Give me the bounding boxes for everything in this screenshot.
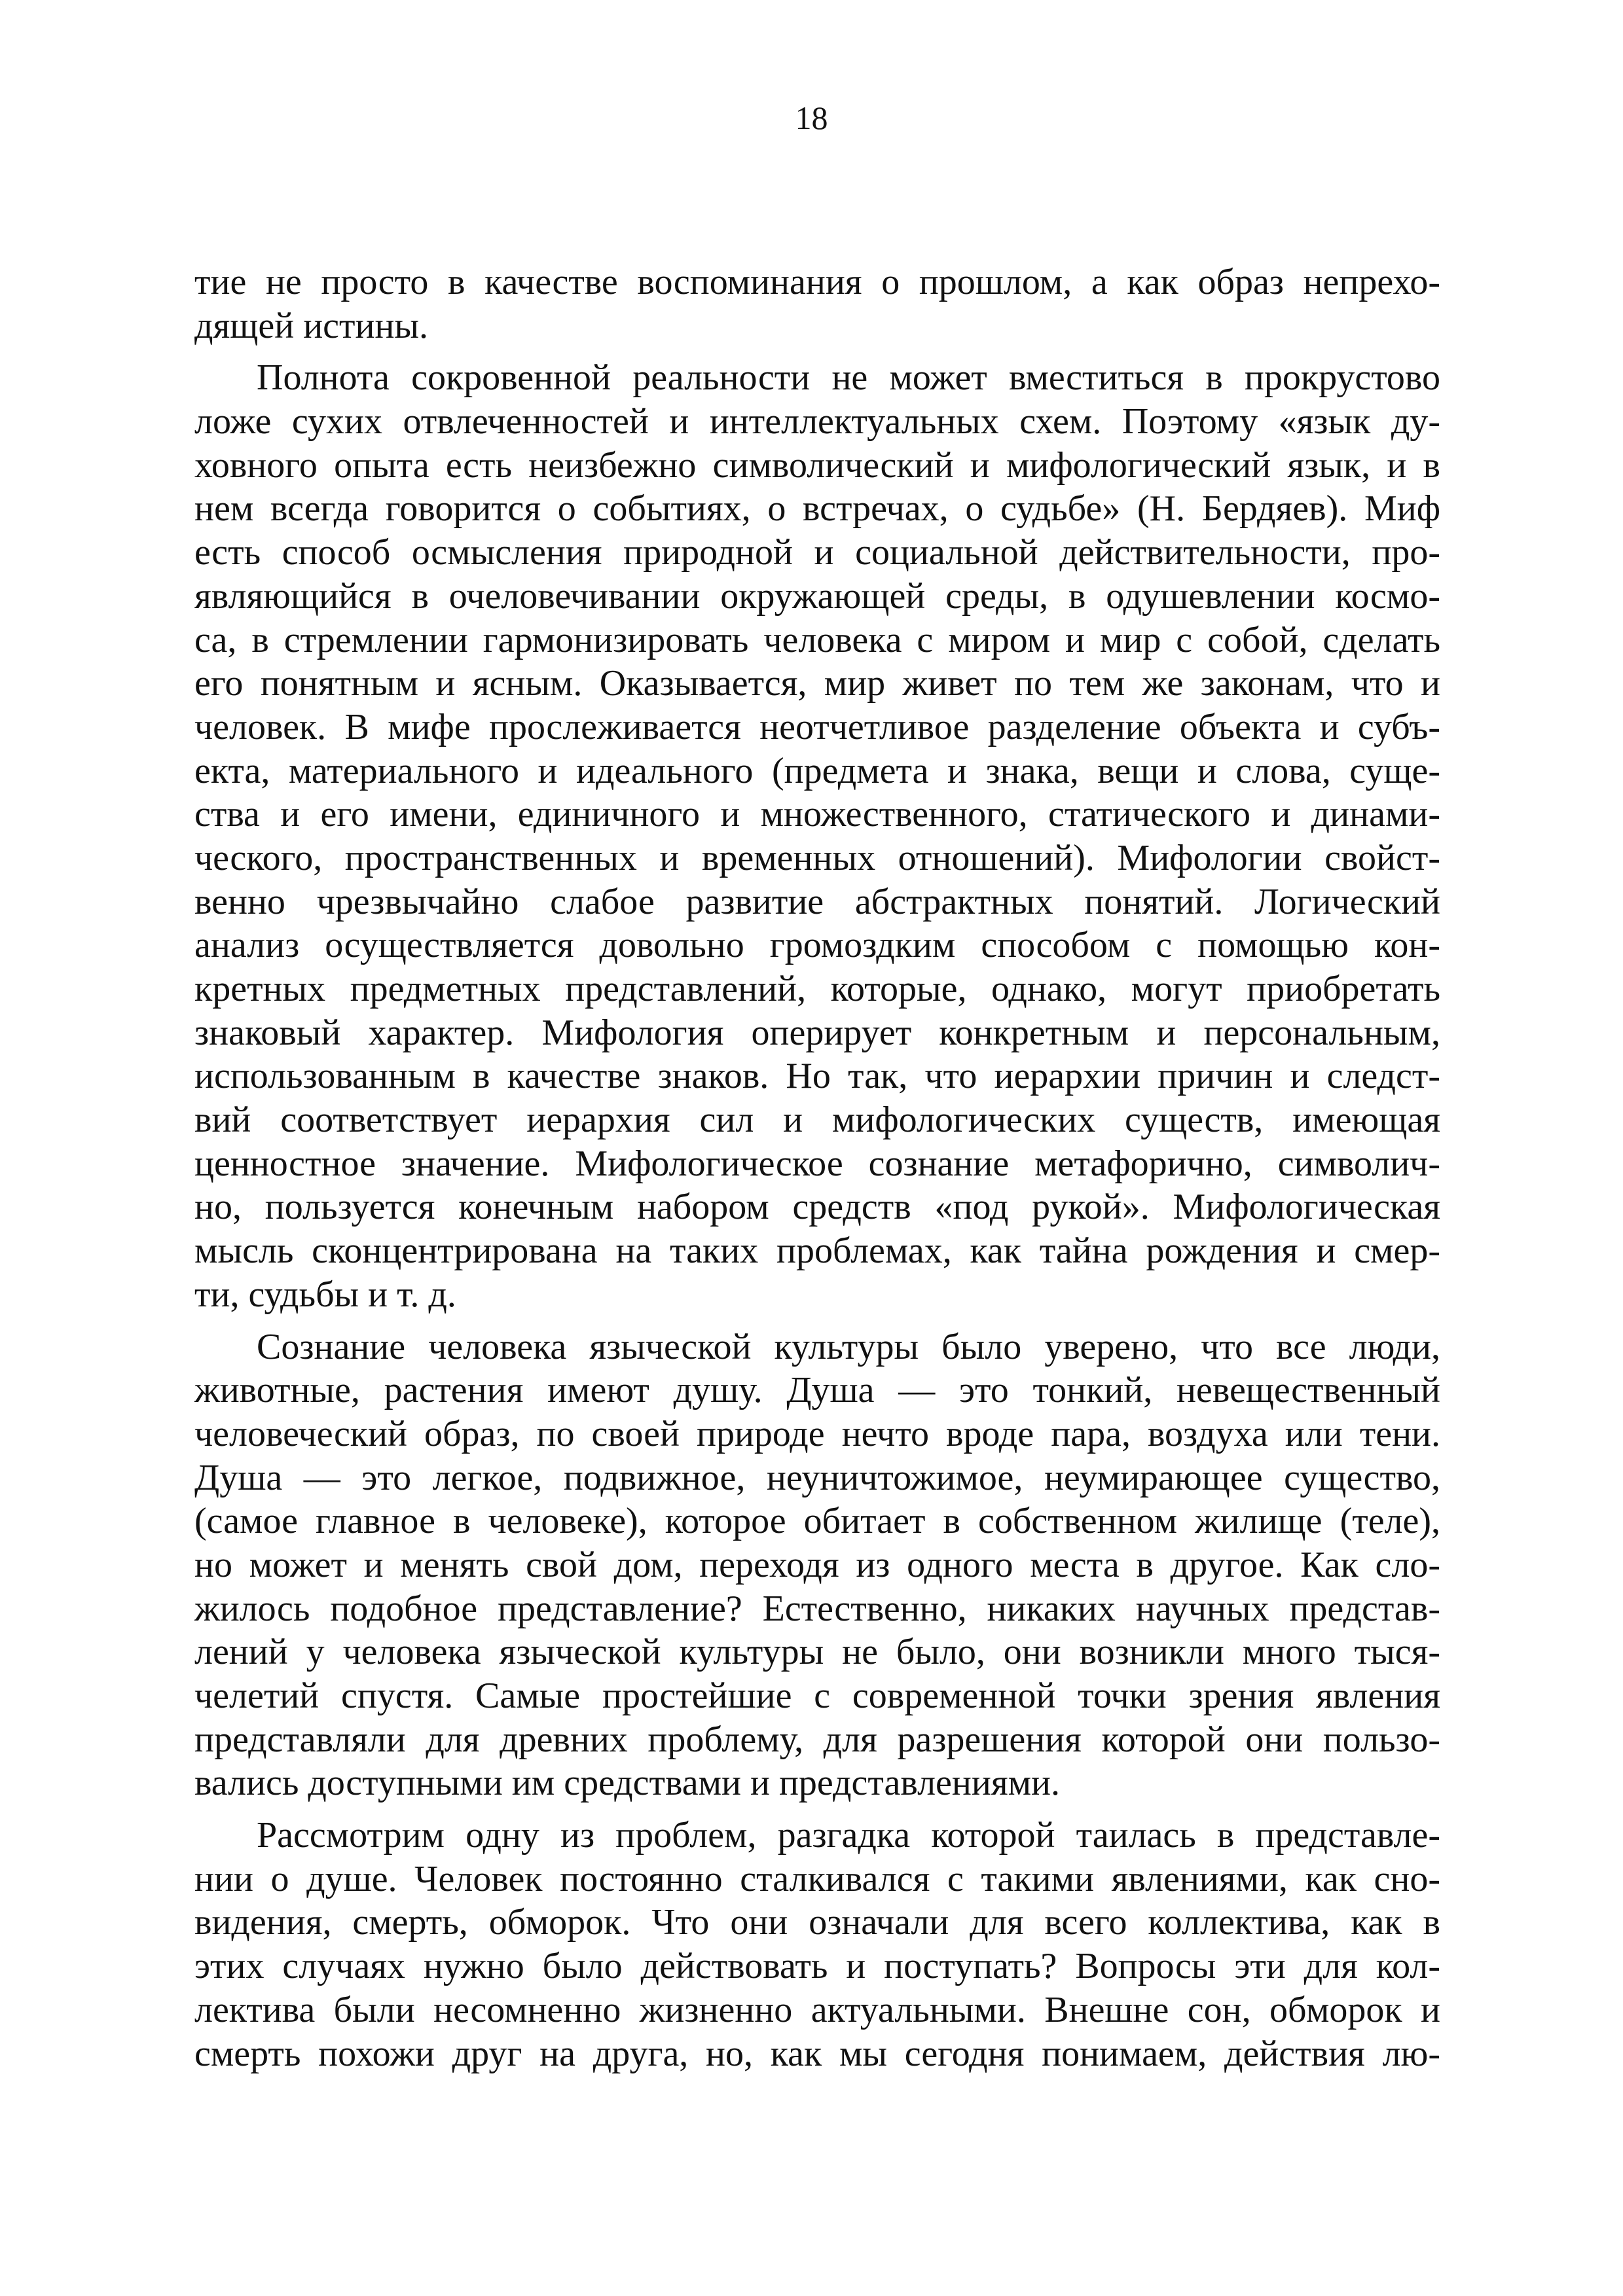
text-line: представляли для древних проблему, для разрешения которой они пользо- [194,1719,1440,1760]
text-line: но может и менять свой дом, переходя из одного места в другое. Как сло- [194,1544,1440,1585]
paragraph [194,356,1440,1316]
page-number: 18 [795,99,828,136]
text-line: ства и его имени, единичного и множественного, статического и динами- [194,794,1440,835]
text-line: животные, растения имеют душу. Душа — это тонкий, невещественный [194,1370,1440,1411]
text-line: использованным в качестве знаков. Но так, что иерархии причин и следст- [194,1056,1440,1097]
text-line: ческого, пространственных и временных отношений). Мифологии свойст- [194,837,1440,878]
text-line: смерть похожи друг на друга, но, как мы сегодня понимаем, действия лю- [194,2033,1440,2074]
text-line: Полнота сокровенной реальности не может вместиться в прокрустово [257,357,1440,399]
text-line: его понятным и ясным. Оказывается, мир живет по тем же законам, что и [194,663,1440,704]
text-line: жилось подобное представление? Естественно, никаких научных представ- [194,1588,1440,1629]
text-line: знаковый характер. Мифология оперирует конкретным и персональным, [194,1012,1440,1053]
body-text [194,260,1440,2084]
text-line: ложе сухих отвлеченностей и интеллектуальных схем. Поэтому «язык ду- [194,401,1440,442]
text-line: ти, судьбы и т. д. [194,1274,456,1315]
text-line: са, в стремлении гармонизировать человека с миром и мир с собой, сделать [194,619,1440,660]
text-line: вались доступными им средствами и представлениями. [194,1763,1060,1804]
text-line: мысль сконцентрирована на таких проблемах, как тайна рождения и смер- [194,1230,1440,1272]
text-line: видения, смерть, обморок. Что они означали для всего коллектива, как в [194,1902,1440,1943]
text-line: нии о душе. Человек постоянно сталкивался с такими явлениями, как сно- [194,1858,1440,1899]
text-line: челетий спустя. Самые простейшие с современной точки зрения явления [194,1676,1440,1716]
paragraph [194,1325,1440,1806]
text-line: нем всегда говорится о событиях, о встречах, о судьбе» (Н. Бердяев). Миф [194,488,1440,529]
text-line: человек. В мифе прослеживается неотчетливое разделение объекта и субъ- [194,706,1440,747]
text-line: дящей истины. [194,305,429,346]
text-line: венно чрезвычайно слабое развитие абстрактных понятий. Логический [194,881,1440,922]
text-line: Сознание человека языческой культуры было уверено, что все люди, [257,1326,1440,1367]
text-line: ховного опыта есть неизбежно символический и мифологический язык, и в [194,444,1440,486]
text-line: Рассмотрим одну из проблем, разгадка которой таилась в представле- [257,1815,1440,1856]
text-line: екта, материального и идеального (предмета и знака, вещи и слова, суще- [194,750,1440,791]
text-line: человеческий образ, по своей природе нечто вроде пара, воздуха или тени. [194,1413,1440,1454]
text-line: Душа — это легкое, подвижное, неуничтожимое, неумирающее существо, [194,1457,1440,1498]
text-line: но, пользуется конечным набором средств «под рукой». Мифологическая [194,1187,1440,1228]
paragraph [194,260,1440,348]
text-line: вий соответствует иерархия сил и мифологических существ, имеющая [194,1100,1440,1141]
text-line: этих случаях нужно было действовать и поступать? Вопросы эти для кол- [194,1946,1440,1987]
text-line: есть способ осмысления природной и социальной действительности, про- [194,532,1440,573]
text-line: лений у человека языческой культуры не было, они возникли много тыся- [194,1632,1440,1673]
text-line: анализ осуществляется довольно громоздким способом с помощью кон- [194,925,1440,966]
text-line: кретных предметных представлений, которые, однако, могут приобретать [194,969,1440,1009]
paragraph [194,1814,1440,2075]
text-line: тие не просто в качестве воспоминания о прошлом, а как образ непрехо- [194,262,1440,302]
text-line: являющийся в очеловечивании окружающей среды, в одушевлении космо- [194,575,1440,617]
text-line: (самое главное в человеке), которое обитает в собственном жилище (теле), [194,1501,1440,1542]
text-line: лектива были несомненно жизненно актуальными. Внешне сон, обморок и [194,1989,1440,2030]
text-line: ценностное значение. Мифологическое сознание метафорично, символич- [194,1143,1440,1184]
